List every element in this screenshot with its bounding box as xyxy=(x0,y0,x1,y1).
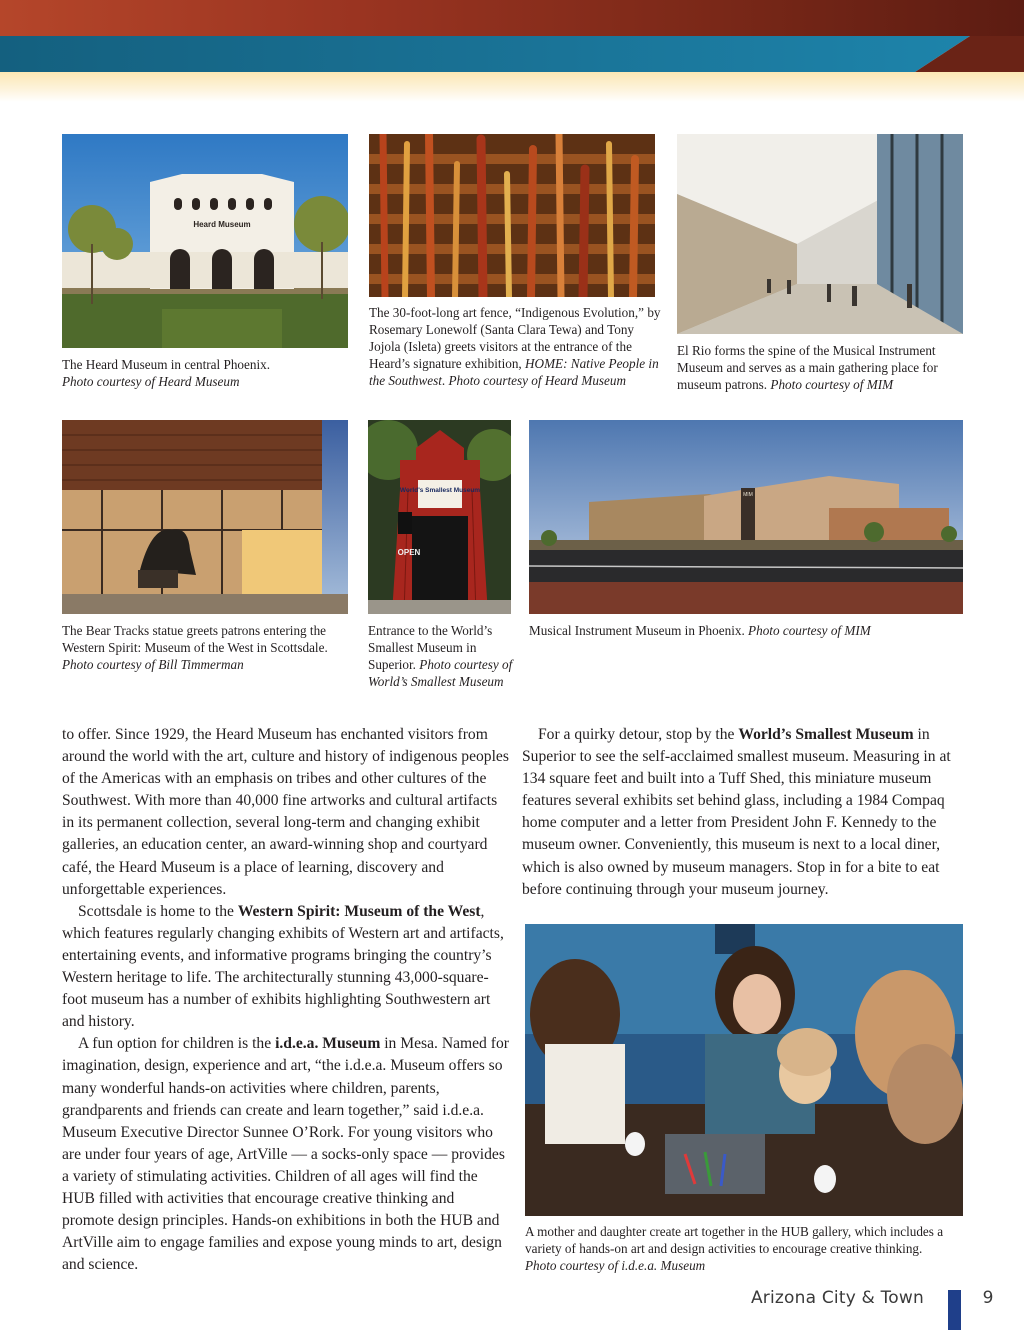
footer-accent-bar xyxy=(948,1290,961,1330)
museum-name-western-spirit: Western Spirit: Museum of the West xyxy=(237,902,481,920)
caption-el-rio xyxy=(677,342,967,393)
caption-mim-exterior xyxy=(529,622,963,639)
text-run: , which features regularly changing exhibits of Western art and artifacts, entertaining events, and informative programs bringing the country’s Western heritage to life. The architecturally stunning 43,000-square-foot museum has a number of exhibits highlighting Southwestern art and history. xyxy=(62,902,504,1031)
caption-bear-tracks xyxy=(62,622,352,673)
caption-text: Musical Instrument Museum in Phoenix. xyxy=(529,623,749,638)
bear-tracks-photo xyxy=(62,420,348,614)
photo-credit: Photo courtesy of World’s Smallest Museum xyxy=(368,657,513,689)
header-band-rust xyxy=(0,0,1024,36)
caption-text: El Rio forms the spine of the Musical Instrument Museum and serves as a main gathering place for museum patrons. xyxy=(677,343,938,392)
heard-sign-text: Heard Museum xyxy=(193,220,251,229)
page-number: 9 xyxy=(982,1288,994,1308)
caption-text: The Bear Tracks statue greets patrons entering the Western Spirit: Museum of the West in Scottsdale. xyxy=(62,623,328,655)
worlds-smallest-museum-photo xyxy=(368,420,511,614)
left-text-column xyxy=(62,724,510,1276)
open-sign-text: OPEN xyxy=(397,548,421,557)
caption-text: A mother and daughter create art together in the HUB gallery, which includes a variety of hands-on art and design activities to encourage creative thinking. xyxy=(525,1224,944,1256)
caption-indigenous-evolution xyxy=(369,304,661,389)
photo-credit: Photo courtesy of Bill Timmerman xyxy=(62,657,244,672)
caption-heard-museum xyxy=(62,356,352,390)
caption-worlds-smallest xyxy=(368,622,520,690)
photo-credit: Photo courtesy of Heard Museum xyxy=(448,373,627,388)
idea-museum-hub-photo xyxy=(525,924,963,1216)
text-run: A fun option for children is the xyxy=(78,1035,276,1053)
header-band-cream xyxy=(0,72,1024,102)
paragraph-heard-museum: to offer. Since 1929, the Heard Museum has enchanted visitors from around the world with the art, culture and history of indigenous peoples of the Americas with an emphasis on tribes and other cultures of the Southwest. With more than 40,000 fine artworks and cultural artifacts in its permanent collection, several long-term and changing exhibit galleries, an education center, an award-winning shop and courtyard café, the Heard Museum is a place of learning, discovery and unforgettable experiences. xyxy=(62,726,509,898)
text-run: in Superior to see the self-acclaimed smallest museum. Measuring in at 134 square feet and built into a Tuff Shed, this miniature museum features several exhibits set behind glass, including a 1984 Compaq home computer and a letter from President John F. Kennedy to the museum owner. Conveniently, this museum is next to a local diner, which is also owned by museum managers. Stop in for a bite to eat before continuing through your museum journey. xyxy=(522,726,951,898)
museum-sign-text: World's Smallest Museum xyxy=(399,487,481,494)
mim-exterior-photo xyxy=(529,420,963,614)
el-rio-interior-photo xyxy=(677,134,963,334)
caption-separator: . xyxy=(441,373,449,388)
mim-sign-text: MIM xyxy=(743,492,753,498)
heard-museum-photo xyxy=(62,134,348,348)
photo-credit: Photo courtesy of MIM xyxy=(748,623,871,638)
text-run: For a quirky detour, stop by the xyxy=(538,726,739,743)
museum-name-idea: i.d.e.a. Museum xyxy=(275,1035,381,1053)
photo-credit: Photo courtesy of i.d.e.a. Museum xyxy=(525,1258,706,1273)
paragraph-western-spirit xyxy=(62,901,510,1034)
photo-credit: Photo courtesy of MIM xyxy=(770,377,894,392)
header-band-blue xyxy=(0,36,1024,72)
right-text-column xyxy=(522,724,964,901)
exhibition-title: HOME: Native People in the Southwest xyxy=(369,356,659,388)
museum-name-worlds-smallest: World’s Smallest Museum xyxy=(738,726,914,743)
caption-text: The 30-foot-long art fence, “Indigenous Evolution,” by Rosemary Lonewolf (Santa Clara Tewa) and Tony Jojola (Isleta) greets visitors at the entrance of the Heard’s signature exhibition, xyxy=(369,305,661,371)
paragraph-worlds-smallest xyxy=(522,724,964,901)
indigenous-evolution-photo xyxy=(369,134,655,297)
caption-text: The Heard Museum in central Phoenix. xyxy=(62,357,271,372)
text-run: in Mesa. Named for imagination, design, experience and art, “the i.d.e.a. Museum offers so many wonderful hands-on activities where children, parents, grandparents and friends can create and learn together,” said i.d.e.a. Museum Executive Director Sunnee O’Rork. For young visitors who are under four years of age, ArtVille — a socks-only space — provides a variety of stimulating activities. Children of all ages will find the HUB filled with activities that encourage creative thinking and promote design principles. Hands-on exhibitions in both the HUB and ArtVille aim to engage families and expose young minds to art, design and science. xyxy=(62,1035,509,1274)
caption-text: Entrance to the World’s Smallest Museum in Superior. xyxy=(368,623,493,672)
photo-credit: Photo courtesy of Heard Museum xyxy=(62,374,240,389)
paragraph-idea-museum xyxy=(62,1033,510,1276)
caption-idea-museum xyxy=(525,1223,963,1274)
publication-title: Arizona City & Town xyxy=(750,1288,924,1308)
text-run: Scottsdale is home to the xyxy=(78,902,238,920)
